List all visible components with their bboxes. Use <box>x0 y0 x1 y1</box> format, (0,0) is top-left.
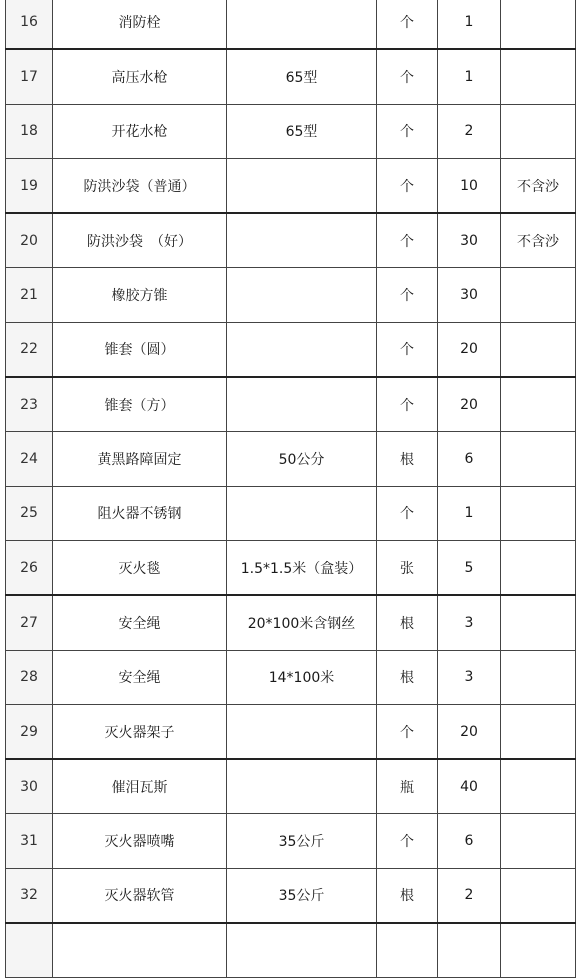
note-cell[interactable] <box>501 49 576 104</box>
spec-cell[interactable] <box>227 759 377 814</box>
quantity-cell[interactable]: 3 <box>438 650 501 704</box>
note-cell[interactable] <box>501 540 576 595</box>
spec-cell[interactable] <box>227 486 377 540</box>
quantity-cell[interactable]: 30 <box>438 268 501 322</box>
equipment-table <box>5 0 576 978</box>
unit-cell[interactable]: 个 <box>377 268 438 322</box>
row-number-cell[interactable]: 28 <box>6 650 53 704</box>
quantity-cell[interactable]: 6 <box>438 814 501 868</box>
spec-cell[interactable] <box>227 704 377 759</box>
spec-cell[interactable]: 35公斤 <box>227 814 377 868</box>
unit-cell[interactable]: 瓶 <box>377 759 438 814</box>
spec-cell[interactable]: 65型 <box>227 104 377 158</box>
quantity-cell[interactable]: 1 <box>438 49 501 104</box>
row-number-cell[interactable]: 18 <box>6 104 53 158</box>
quantity-cell[interactable]: 6 <box>438 432 501 486</box>
item-name-cell[interactable]: 灭火器喷嘴 <box>53 814 227 868</box>
quantity-cell[interactable]: 20 <box>438 322 501 377</box>
table-row <box>6 0 576 49</box>
table-row <box>6 486 576 540</box>
spec-cell[interactable]: 14*100米 <box>227 650 377 704</box>
spec-cell[interactable] <box>227 322 377 377</box>
note-cell[interactable] <box>501 0 576 49</box>
table-row <box>6 595 576 650</box>
unit-cell[interactable]: 个 <box>377 377 438 432</box>
unit-cell[interactable]: 个 <box>377 486 438 540</box>
row-number-cell[interactable]: 27 <box>6 595 53 650</box>
item-name-cell[interactable]: 灭火器软管 <box>53 868 227 923</box>
table-row <box>6 540 576 595</box>
table-row <box>6 868 576 923</box>
note-cell[interactable] <box>501 868 576 923</box>
spec-cell[interactable]: 1.5*1.5米（盒装） <box>227 540 377 595</box>
quantity-cell[interactable]: 40 <box>438 759 501 814</box>
spec-cell[interactable] <box>227 923 377 978</box>
spec-cell[interactable]: 50公分 <box>227 432 377 486</box>
table-row <box>6 104 576 158</box>
quantity-cell[interactable]: 3 <box>438 595 501 650</box>
note-cell[interactable] <box>501 595 576 650</box>
table-row <box>6 377 576 432</box>
item-name-cell[interactable]: 锥套（方） <box>53 377 227 432</box>
quantity-cell[interactable]: 2 <box>438 868 501 923</box>
row-number-cell[interactable]: 29 <box>6 704 53 759</box>
item-name-cell[interactable]: 安全绳 <box>53 650 227 704</box>
row-number-cell[interactable]: 23 <box>6 377 53 432</box>
item-name-cell[interactable]: 消防栓 <box>53 0 227 49</box>
row-number-cell[interactable]: 26 <box>6 540 53 595</box>
unit-cell[interactable]: 个 <box>377 158 438 213</box>
item-name-cell[interactable]: 高压水枪 <box>53 49 227 104</box>
table-row <box>6 268 576 322</box>
spec-cell[interactable]: 20*100米含钢丝 <box>227 595 377 650</box>
row-number-cell[interactable] <box>6 923 53 978</box>
note-cell[interactable] <box>501 377 576 432</box>
row-number-cell[interactable]: 25 <box>6 486 53 540</box>
quantity-cell[interactable]: 30 <box>438 213 501 268</box>
note-cell[interactable] <box>501 486 576 540</box>
table-row <box>6 814 576 868</box>
spec-cell[interactable] <box>227 0 377 49</box>
table-row <box>6 213 576 268</box>
table-row <box>6 650 576 704</box>
spec-cell[interactable] <box>227 213 377 268</box>
note-cell[interactable] <box>501 268 576 322</box>
unit-cell[interactable]: 根 <box>377 650 438 704</box>
item-name-cell[interactable]: 安全绳 <box>53 595 227 650</box>
spec-cell[interactable] <box>227 268 377 322</box>
item-name-cell[interactable]: 开花水枪 <box>53 104 227 158</box>
quantity-cell[interactable] <box>438 923 501 978</box>
row-number-cell[interactable]: 17 <box>6 49 53 104</box>
row-number-cell[interactable]: 20 <box>6 213 53 268</box>
table-row <box>6 49 576 104</box>
item-name-cell[interactable]: 防洪沙袋 （好） <box>53 213 227 268</box>
note-cell[interactable] <box>501 322 576 377</box>
quantity-cell[interactable]: 1 <box>438 0 501 49</box>
note-cell[interactable] <box>501 650 576 704</box>
unit-cell[interactable]: 根 <box>377 595 438 650</box>
unit-cell[interactable]: 个 <box>377 0 438 49</box>
unit-cell[interactable] <box>377 923 438 978</box>
quantity-cell[interactable]: 5 <box>438 540 501 595</box>
item-name-cell[interactable] <box>53 923 227 978</box>
quantity-cell[interactable]: 10 <box>438 158 501 213</box>
item-name-cell[interactable]: 催泪瓦斯 <box>53 759 227 814</box>
item-name-cell[interactable]: 锥套（圆） <box>53 322 227 377</box>
item-name-cell[interactable]: 灭火器架子 <box>53 704 227 759</box>
row-number-cell[interactable]: 30 <box>6 759 53 814</box>
quantity-cell[interactable]: 20 <box>438 377 501 432</box>
note-cell[interactable] <box>501 759 576 814</box>
item-name-cell[interactable]: 橡胶方锥 <box>53 268 227 322</box>
table-row <box>6 432 576 486</box>
spec-cell[interactable]: 35公斤 <box>227 868 377 923</box>
item-name-cell[interactable]: 灭火毯 <box>53 540 227 595</box>
note-cell[interactable]: 不含沙 <box>501 158 576 213</box>
row-number-cell[interactable]: 21 <box>6 268 53 322</box>
note-cell[interactable] <box>501 814 576 868</box>
spec-cell[interactable]: 65型 <box>227 49 377 104</box>
table-row <box>6 704 576 759</box>
quantity-cell[interactable]: 20 <box>438 704 501 759</box>
unit-cell[interactable]: 个 <box>377 704 438 759</box>
note-cell[interactable]: 不含沙 <box>501 213 576 268</box>
note-cell[interactable] <box>501 104 576 158</box>
item-name-cell[interactable]: 防洪沙袋（普通） <box>53 158 227 213</box>
note-cell[interactable] <box>501 704 576 759</box>
row-number-cell[interactable]: 16 <box>6 0 53 49</box>
table-row <box>6 322 576 377</box>
table-row <box>6 923 576 978</box>
spec-cell[interactable] <box>227 377 377 432</box>
unit-cell[interactable]: 个 <box>377 49 438 104</box>
row-number-cell[interactable]: 31 <box>6 814 53 868</box>
unit-cell[interactable]: 根 <box>377 432 438 486</box>
unit-cell[interactable]: 个 <box>377 814 438 868</box>
unit-cell[interactable]: 张 <box>377 540 438 595</box>
note-cell[interactable] <box>501 432 576 486</box>
row-number-cell[interactable]: 22 <box>6 322 53 377</box>
row-number-cell[interactable]: 32 <box>6 868 53 923</box>
spec-cell[interactable] <box>227 158 377 213</box>
item-name-cell[interactable]: 阻火器不锈钢 <box>53 486 227 540</box>
unit-cell[interactable]: 个 <box>377 104 438 158</box>
item-name-cell[interactable]: 黄黑路障固定 <box>53 432 227 486</box>
quantity-cell[interactable]: 2 <box>438 104 501 158</box>
row-number-cell[interactable]: 19 <box>6 158 53 213</box>
row-number-cell[interactable]: 24 <box>6 432 53 486</box>
unit-cell[interactable]: 个 <box>377 213 438 268</box>
unit-cell[interactable]: 根 <box>377 868 438 923</box>
quantity-cell[interactable]: 1 <box>438 486 501 540</box>
unit-cell[interactable]: 个 <box>377 322 438 377</box>
table-row <box>6 158 576 213</box>
table-row <box>6 759 576 814</box>
note-cell[interactable] <box>501 923 576 978</box>
